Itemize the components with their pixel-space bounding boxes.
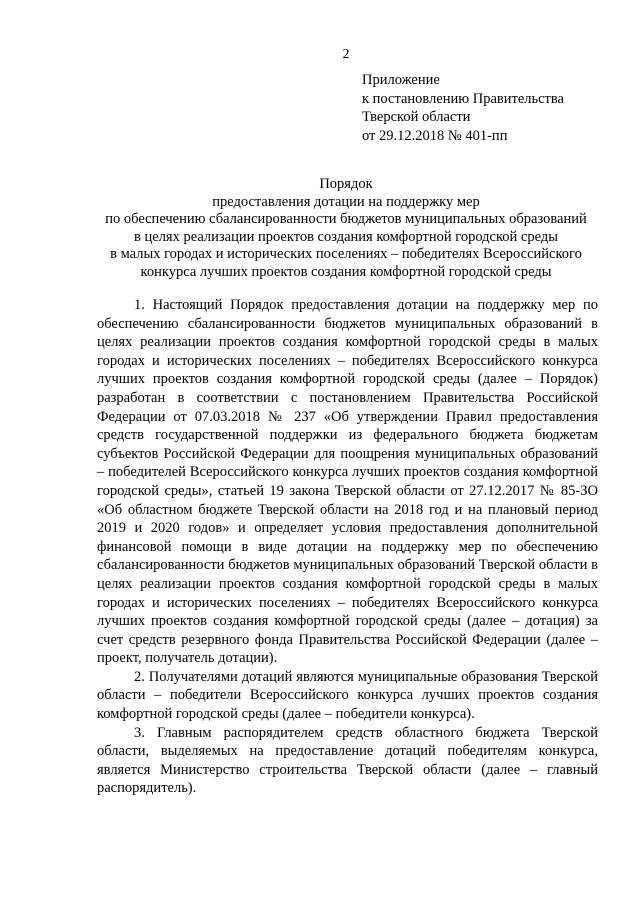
appendix-line-1: Приложение	[362, 72, 440, 88]
page-number: 2	[342, 46, 350, 61]
title-line-6: конкурса лучших проектов создания комфортной городской среды	[140, 263, 552, 280]
title-line-5: в малых городах и исторических поселениях – победителях Всероссийского	[110, 246, 582, 263]
appendix-line-2: к постановлению Правительства	[362, 90, 564, 107]
title-line-1: Порядок	[319, 176, 373, 192]
title-line-2: предоставления дотации на поддержку мер	[212, 193, 480, 210]
paragraph-2: 2. Получателями дотаций являются муниципальные образования Тверской области – победители Всероссийского конкурса лучших проектов создания комфортной городской среды (далее – победители конкурса).	[97, 668, 598, 723]
paragraph-3: 3. Главным распорядителем средств областного бюджета Тверской области, выделяемых на предоставление дотаций победителям конкурса, является Министерство строительства Тверской области (далее – главный распорядитель).	[97, 724, 598, 797]
appendix-line-4: от 29.12.2018 № 401-пп	[362, 127, 508, 144]
title-line-4: в целях реализации проектов создания комфортной городской среды	[134, 228, 558, 245]
document-title	[0, 176, 640, 282]
appendix-line-3: Тверской области	[362, 109, 471, 125]
document-body	[97, 296, 598, 798]
paragraph-1: 1. Настоящий Порядок предоставления дотации на поддержку мер по обеспечению сбалансированности бюджетов муниципальных образований в целях реализации проектов создания комфортной городской среды в малых городах и исторических поселениях – победителях Всероссийского конкурса лучших проектов создания комфортной городской среды (далее – Порядок) разработан в соответствии с постановлением Правительства Российской Федерации от 07.03.2018 № 237 «Об утверждении Правил предоставления средств государственной поддержки из федерального бюджета бюджетам субъектов Российской Федерации для поощрения муниципальных образований – победителей Всероссийского конкурса лучших проектов создания комфортной городской среды», статьей 19 закона Тверской области от 27.12.2017 № 85-ЗО «Об областном бюджете Тверской области на 2018 год и на плановый период 2019 и 2020 годов» и определяет условия предоставления дополнительной финансовой помощи в виде дотации на поддержку мер по обеспечению сбалансированности бюджетов муниципальных образований Тверской области в целях реализации проектов создания комфортной городской среды в малых городах и исторических поселениях – победителях Всероссийского конкурса лучших проектов создания комфортной городской среды (далее – дотация) за счет средств резервного фонда Правительства Российской Федерации (далее – проект, получатель дотации).	[97, 297, 598, 667]
appendix-block	[362, 71, 564, 145]
title-line-3: по обеспечению сбалансированности бюджетов муниципальных образований	[105, 211, 587, 228]
